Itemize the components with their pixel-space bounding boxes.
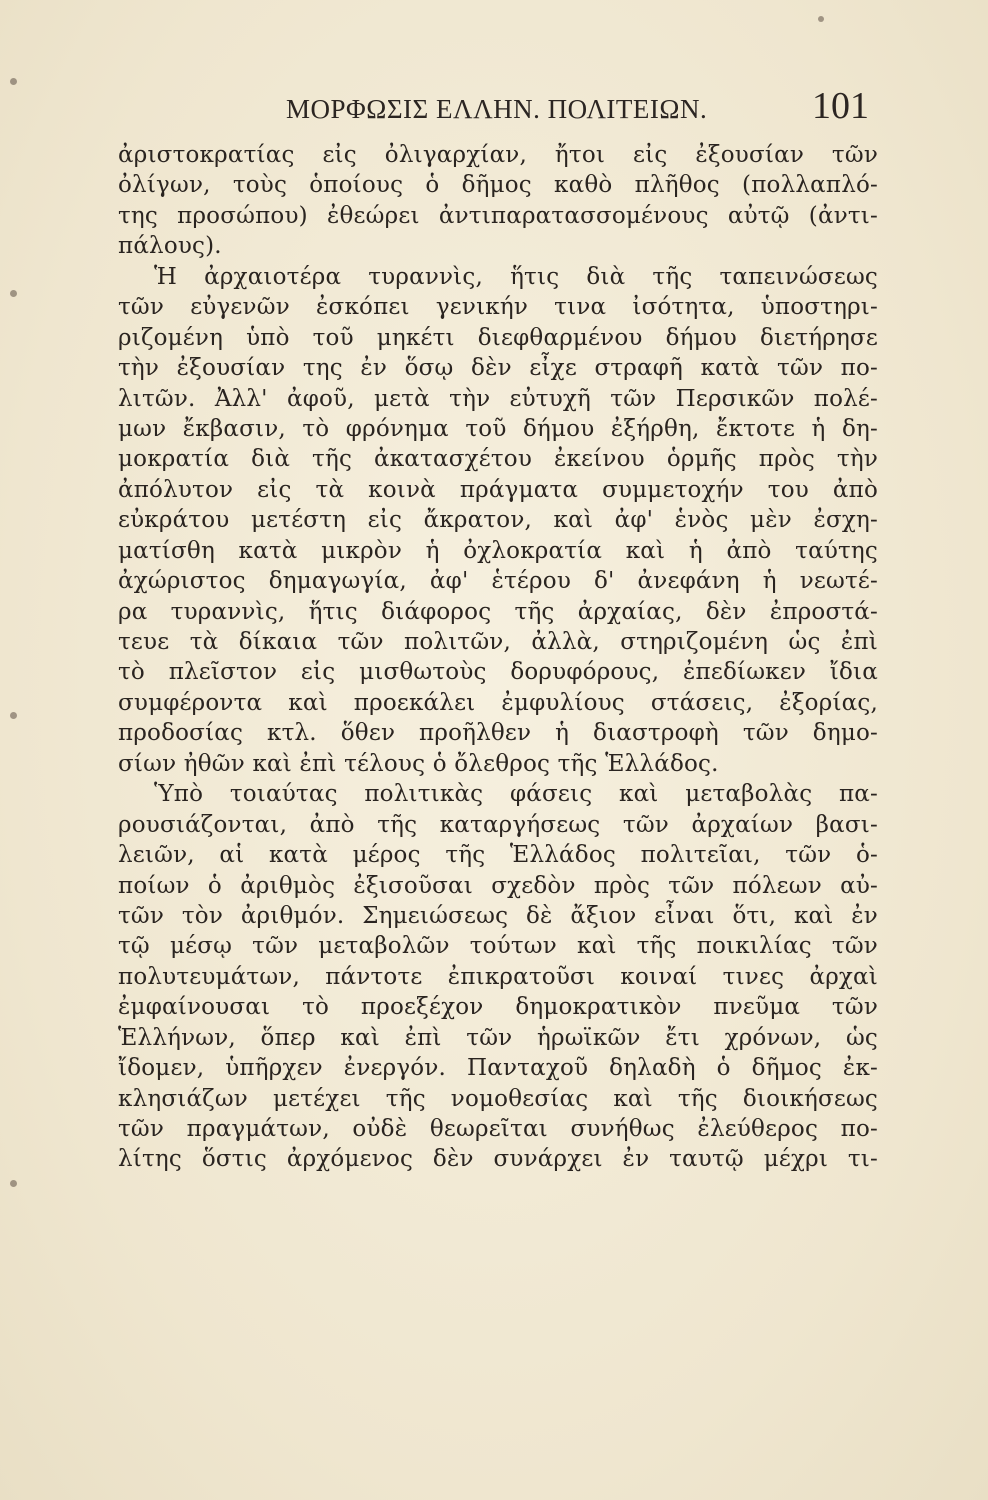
text-line: λειῶν, αἱ κατὰ μέρος τῆς Ἑλλάδος πολιτεῖαι, τῶν ὁ-	[118, 842, 878, 869]
text-line: τῶν τὸν ἀριθμόν. Σημειώσεως δὲ ἄξιον εἶναι ὅτι, καὶ ἐν	[118, 902, 878, 929]
text-line: ἴδομεν, ὑπῆρχεν ἐνεργόν. Πανταχοῦ δηλαδὴ ὁ δῆμος ἐκ-	[118, 1055, 878, 1082]
text-line: ματίσθη κατὰ μικρὸν ἡ ὀχλοκρατία καὶ ἡ ἀπὸ ταύτης	[118, 537, 878, 564]
text-line: πάλους).	[118, 233, 222, 260]
text-line: ἀπόλυτον εἰς τὰ κοινὰ πράγματα συμμετοχήν του ἀπὸ	[118, 476, 878, 503]
binding-hole-mark	[10, 1180, 17, 1187]
text-line: λίτης ὅστις ἀρχόμενος δὲν συνάρχει ἐν ταυτῷ μέχρι τι-	[118, 1146, 878, 1173]
text-line: προδοσίας κτλ. ὅθεν προῆλθεν ἡ διαστροφὴ τῶν δημο-	[118, 720, 878, 747]
text-line: σίων ἠθῶν καὶ ἐπὶ τέλους ὁ ὄλεθρος τῆς Ἑλλάδος.	[118, 750, 719, 777]
binding-hole-mark	[10, 290, 17, 297]
text-line: τῶν εὐγενῶν ἐσκόπει γενικήν τινα ἰσότητα, ὑποστηρι-	[118, 294, 878, 321]
text-line: τῶν πραγμάτων, οὐδὲ θεωρεῖται συνήθως ἐλεύθερος πο-	[118, 1116, 878, 1142]
body-text	[118, 140, 878, 1175]
text-line: ἐμφαίνουσαι τὸ προεξέχον δημοκρατικὸν πνεῦμα τῶν	[118, 994, 878, 1021]
text-line: τῷ μέσῳ τῶν μεταβολῶν τούτων καὶ τῆς ποικιλίας τῶν	[118, 933, 878, 960]
text-line: τὴν ἐξουσίαν της ἐν ὅσῳ δὲν εἶχε στραφῆ κατὰ τῶν πο-	[118, 355, 878, 382]
text-line: ὀλίγων, τοὺς ὁποίους ὁ δῆμος καθὸ πλῆθος (πολλαπλό-	[118, 172, 878, 199]
text-line: ποίων ὁ ἀριθμὸς ἐξισοῦσαι σχεδὸν πρὸς τῶν πόλεων αὐ-	[118, 872, 878, 899]
text-line: Ἡ ἀρχαιοτέρα τυραννὶς, ἥτις διὰ τῆς ταπεινώσεως	[154, 263, 878, 290]
text-line: ἀριστοκρατίας εἰς ὀλιγαρχίαν, ἤτοι εἰς ἐξουσίαν τῶν	[118, 142, 878, 168]
text-line: ἀχώριστος δημαγωγία, ἀφ' ἑτέρου δ' ἀνεφάνη ἡ νεωτέ-	[118, 568, 878, 595]
text-line: κλησιάζων μετέχει τῆς νομοθεσίας καὶ τῆς διοικήσεως	[118, 1085, 878, 1112]
text-line: μοκρατία διὰ τῆς ἀκατασχέτου ἐκείνου ὁρμῆς πρὸς τὴν	[118, 446, 878, 473]
text-line: Ὑπὸ τοιαύτας πολιτικὰς φάσεις καὶ μεταβολὰς πα-	[154, 781, 878, 808]
text-line: ριζομένη ὑπὸ τοῦ μηκέτι διεφθαρμένου δήμου διετήρησε	[118, 324, 878, 351]
text-line: πολυτευμάτων, πάντοτε ἐπικρατοῦσι κοιναί τινες ἀρχαὶ	[118, 963, 878, 990]
running-title: ΜΟΡΦΩΣΙΣ ΕΛΛΗΝ. ΠΟΛΙΤΕΙΩΝ.	[286, 94, 708, 124]
page-header	[140, 82, 875, 132]
text-line: ρα τυραννὶς, ἥτις διάφορος τῆς ἀρχαίας, δὲν ἐπροστά-	[118, 598, 878, 625]
binding-hole-mark	[10, 78, 17, 85]
text-line: εὐκράτου μετέστη εἰς ἄκρατον, καὶ ἀφ' ἑνὸς μὲν ἐσχη-	[118, 507, 878, 534]
text-line: συμφέροντα καὶ προεκάλει ἐμφυλίους στάσεις, ἐξορίας,	[118, 689, 878, 716]
text-line: μων ἔκβασιν, τὸ φρόνημα τοῦ δήμου ἐξήρθη, ἔκτοτε ἡ δη-	[118, 415, 878, 442]
text-line: λιτῶν. Ἀλλ' ἀφοῦ, μετὰ τὴν εὐτυχῆ τῶν Περσικῶν πολέ-	[118, 385, 878, 412]
text-line: τευε τὰ δίκαια τῶν πολιτῶν, ἀλλὰ, στηριζομένη ὡς ἐπὶ	[118, 629, 878, 655]
page-number: 101	[812, 85, 869, 127]
text-line: Ἑλλήνων, ὅπερ καὶ ἐπὶ τῶν ἡρωϊκῶν ἔτι χρόνων, ὡς	[118, 1024, 878, 1051]
binding-hole-mark	[10, 712, 17, 719]
paper-speck	[818, 16, 824, 22]
text-line: της προσώπου) ἐθεώρει ἀντιπαρατασσομένους αὐτῷ (ἀντι-	[118, 202, 878, 229]
text-line: ρουσιάζονται, ἀπὸ τῆς καταργήσεως τῶν ἀρχαίων βασι-	[118, 811, 878, 838]
text-line: τὸ πλεῖστον εἰς μισθωτοὺς δορυφόρους, ἐπεδίωκεν ἴδια	[118, 659, 878, 686]
